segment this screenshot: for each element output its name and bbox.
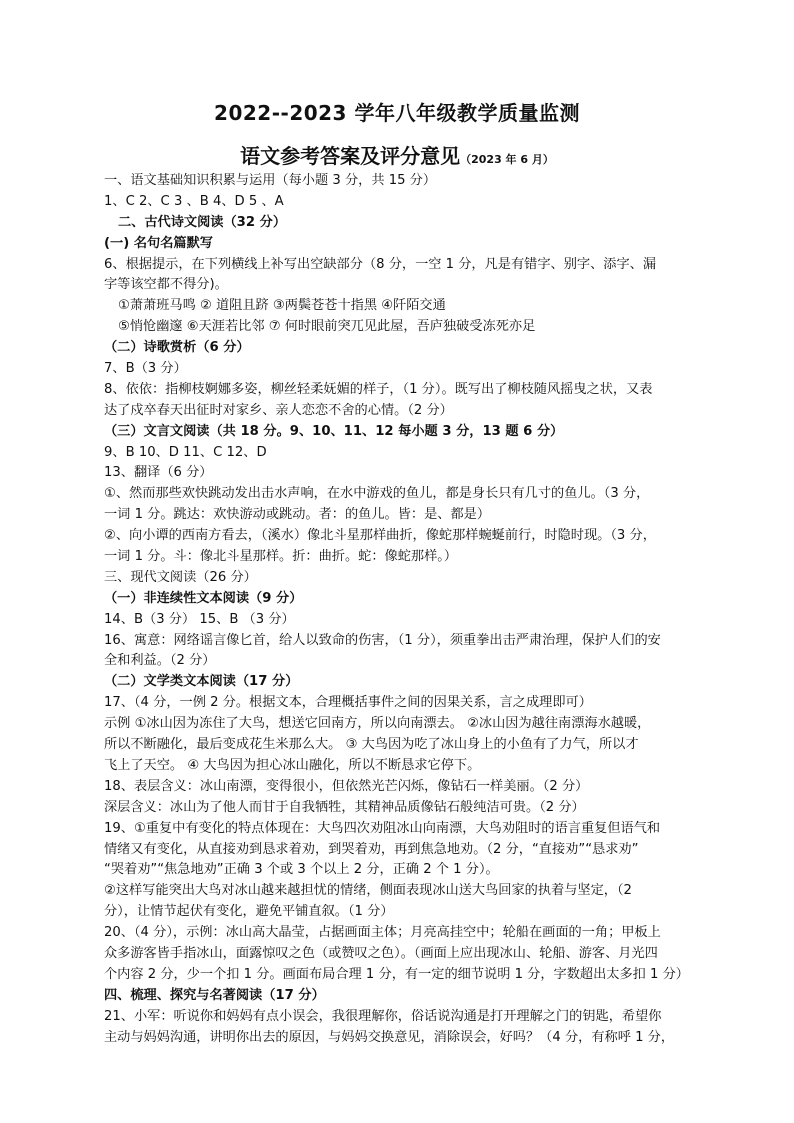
text-line: 所以不断融化，最后变成花生米那么大。 ③ 大鸟因为吃了冰山身上的小鱼有了力气，所以才 xyxy=(104,737,639,753)
text-line: 分），让情节起伏有变化，避免平铺直叙。（1 分） xyxy=(104,904,394,920)
text-line: （三）文言文阅读（共 18 分。9、10、11、12 每小题 3 分，13 题 6 分） xyxy=(104,423,564,439)
text-line: ②这样写能突出大鸟对冰山越来越担忧的情绪，侧面表现冰山送大鸟回家的执着与坚定，（2 xyxy=(104,883,632,899)
text-line: 二、古代诗文阅读（32 分） xyxy=(118,214,287,230)
text-line: 13、翻译（6 分） xyxy=(104,465,213,481)
text-line: 9、B 10、D 11、C 12、D xyxy=(104,444,267,460)
text-line: 字等该空都不得分)。 xyxy=(104,277,228,293)
text-line: 个内容 2 分，少一个扣 1 分。画面布局合理 1 分，有一定的细节说明 1 分，字数超出太多扣 1 分） xyxy=(104,966,689,982)
answer-content xyxy=(104,171,694,1048)
text-line: 1、C 2、C 3 、B 4、D 5 、A xyxy=(104,193,284,209)
text-line: 示例 ①冰山因为冻住了大鸟，想送它回南方，所以向南漂去。 ②冰山因为越往南漂海水越暖， xyxy=(104,716,651,732)
text-line: 6、根据提示，在下列横线上补写出空缺部分（8 分，一空 1 分，凡是有错字、别字、添字、漏 xyxy=(104,256,657,272)
text-line: （二）文学类文本阅读（17 分） xyxy=(104,674,299,690)
text-line: ⑤悄怆幽邃 ⑥天涯若比邻 ⑦ 何时眼前突兀见此屋，吾庐独破受冻死亦足 xyxy=(118,319,536,335)
document-title: 2022--2023 学年八年级教学质量监测 xyxy=(214,101,580,125)
text-line: (一) 名句名篇默写 xyxy=(104,235,213,251)
text-line: 17、（4 分，一例 2 分。根据文本，合理概括事件之间的因果关系，言之成理即可） xyxy=(104,695,592,711)
text-line: 一、语文基础知识积累与运用（每小题 3 分，共 15 分） xyxy=(104,173,437,188)
text-line: ②、向小谭的西南方看去，（溪水）像北斗星那样曲折，像蛇那样蜿蜒前行，时隐时现。（3 分， xyxy=(104,528,656,544)
text-line: 四、梳理、探究与名著阅读（17 分） xyxy=(104,987,325,1003)
text-line: “哭着劝”“焦急地劝”正确 3 个或 3 个以上 2 分，正确 2 个 1 分）。 xyxy=(104,862,499,878)
text-line: （一）非连续性文本阅读（9 分） xyxy=(104,590,303,606)
text-line: ①萧萧班马鸣 ② 道阻且跻 ③两鬓苍苍十指黑 ④阡陌交通 xyxy=(118,298,446,314)
text-line: 18、表层含义：冰山南漂，变得很小，但依然光芒闪烁，像钻石一样美丽。（2 分） xyxy=(104,778,589,794)
text-line: ①、然而那些欢快跳动发出击水声响，在水中游戏的鱼儿，都是身长只有几寸的鱼儿。（3 分， xyxy=(104,486,650,502)
text-line: 众多游客皆手指冰山，面露惊叹之色（或赞叹之色）。（画面上应出现冰山、轮船、游客、月光四 xyxy=(104,945,658,961)
text-line: 情绪又有变化，从直接劝到恳求着劝，到哭着劝，再到焦急地劝。（2 分，“直接劝”“恳求劝” xyxy=(104,841,639,857)
text-line: 一词 1 分。跳达：欢快游动或跳动。者：的鱼儿。皆：是、都是） xyxy=(104,507,491,523)
text-line: 16、寓意：网络谣言像匕首，给人以致命的伤害，（1 分），须重拳出击严肃治理，保护人们的安 xyxy=(104,632,661,648)
text-line: 一词 1 分。斗：像北斗星那样。折：曲折。蛇：像蛇那样。） xyxy=(104,549,458,565)
text-line: 全和利益。（2 分） xyxy=(104,653,216,669)
text-line: 14、B（3 分） 15、B （3 分） xyxy=(104,611,295,627)
text-line: 8、依依：指柳枝婀娜多姿，柳丝轻柔妩媚的样子，（1 分）。既写出了柳枝随风摇曳之状，又表 xyxy=(104,381,653,397)
text-line: 达了戍卒春天出征时对家乡、亲人恋恋不舍的心情。（2 分） xyxy=(104,402,453,418)
text-line: 7、B（3 分） xyxy=(104,361,187,377)
text-line: （二）诗歌赏析（6 分） xyxy=(104,340,250,356)
text-line: 三、现代文阅读（26 分） xyxy=(104,569,257,585)
text-line: 主动与妈妈沟通，讲明你出去的原因，与妈妈交换意见，消除误会，好吗？（4 分，有称呼 1 分， xyxy=(104,1029,675,1045)
text-line: 20、（4 分），示例：冰山高大晶莹，占据画面主体；月亮高挂空中；轮船在画面的一角；甲板上 xyxy=(104,925,661,941)
text-line: 飞上了天空。 ④ 大鸟因为担心冰山融化，所以不断恳求它停下。 xyxy=(104,757,481,773)
text-line: 深层含义：冰山为了他人而甘于自我牺牲，其精神品质像钻石般纯洁可贵。（2 分） xyxy=(104,799,585,815)
document-subtitle xyxy=(0,140,794,169)
subtitle-text: 语文参考答案及评分意见 xyxy=(240,144,461,168)
text-line: 21、小军：听说你和妈妈有点小误会，我很理解你，俗话说沟通是打开理解之门的钥匙，希望你 xyxy=(104,1008,662,1024)
text-line: 19、①重复中有变化的特点体现在：大鸟四次劝阻冰山向南漂，大鸟劝阻时的语言重复但语气和 xyxy=(104,820,661,836)
subtitle-date: （2023 年 6 月） xyxy=(460,153,554,166)
